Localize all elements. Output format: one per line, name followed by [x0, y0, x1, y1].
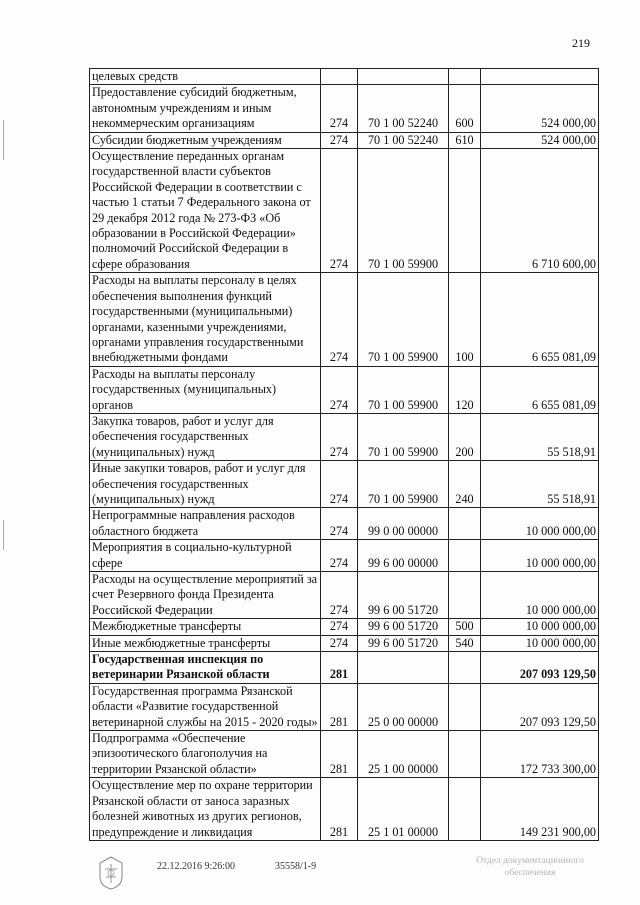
expense-type-cell	[449, 683, 481, 730]
expense-type-cell: 600	[449, 85, 481, 132]
target-code-cell: 70 1 00 52240	[358, 85, 449, 132]
footer-department-note: Отдел документационного обеспечения	[476, 856, 584, 878]
coat-of-arms-icon	[96, 855, 126, 891]
amount-cell: 172 733 300,00	[481, 731, 599, 778]
expense-type-cell: 500	[449, 619, 481, 635]
expense-type-cell: 200	[449, 413, 481, 460]
amount-cell: 10 000 000,00	[481, 572, 599, 619]
row-name-cell: Осуществление переданных органам государственной власти субъектов Российской Федерации в соответствии с частью 1 статьи 7 Федерального закона от 29 декабря 2012 года № 273-ФЗ «Об образовании в Российской Федерации» полномочий Российской Федерации в сфере образования	[90, 149, 321, 273]
table-row	[90, 778, 599, 841]
footer-datetime: 22.12.2016 9:26:00	[157, 861, 236, 872]
row-name-cell: Иные закупки товаров, работ и услуг для обеспечения государственных (муниципальных) нужд	[90, 461, 321, 508]
amount-cell: 55 518,91	[481, 461, 599, 508]
target-code-cell: 70 1 00 59900	[358, 149, 449, 273]
table-row	[90, 652, 599, 684]
amount-cell: 149 231 900,00	[481, 778, 599, 841]
row-name-cell: Расходы на выплаты персоналу государственных (муниципальных) органов	[90, 366, 321, 413]
row-name-cell: Мероприятия в социально-культурной сфере	[90, 540, 321, 572]
scan-edge-mark	[3, 520, 4, 550]
expense-type-cell	[449, 731, 481, 778]
target-code-cell: 70 1 00 59900	[358, 461, 449, 508]
admin-code-cell: 274	[321, 132, 358, 148]
admin-code-cell: 281	[321, 778, 358, 841]
page-footer	[0, 855, 640, 895]
budget-table-body	[90, 69, 599, 841]
amount-cell	[481, 69, 599, 85]
admin-code-cell: 274	[321, 572, 358, 619]
admin-code-cell: 274	[321, 540, 358, 572]
amount-cell: 524 000,00	[481, 132, 599, 148]
amount-cell: 10 000 000,00	[481, 635, 599, 651]
amount-cell: 10 000 000,00	[481, 540, 599, 572]
expense-type-cell: 120	[449, 366, 481, 413]
budget-table	[89, 68, 599, 841]
row-name-cell: Осуществление мер по охране территории Рязанской области от заноса заразных болезней животных из других регионов, предупреждение и ликвидация	[90, 778, 321, 841]
table-row	[90, 85, 599, 132]
target-code-cell: 99 6 00 51720	[358, 619, 449, 635]
expense-type-cell: 100	[449, 273, 481, 366]
table-row	[90, 366, 599, 413]
expense-type-cell	[449, 572, 481, 619]
amount-cell: 55 518,91	[481, 413, 599, 460]
amount-cell: 207 093 129,50	[481, 683, 599, 730]
row-name-cell: целевых средств	[90, 69, 321, 85]
row-name-cell: Государственная программа Рязанской области «Развитие государственной ветеринарной службы на 2015 - 2020 годы»	[90, 683, 321, 730]
admin-code-cell: 274	[321, 508, 358, 540]
row-name-cell: Непрограммные направления расходов областного бюджета	[90, 508, 321, 540]
expense-type-cell: 540	[449, 635, 481, 651]
table-row	[90, 413, 599, 460]
table-row	[90, 635, 599, 651]
target-code-cell	[358, 652, 449, 684]
row-name-cell: Иные межбюджетные трансферты	[90, 635, 321, 651]
row-name-cell: Расходы на осуществление мероприятий за счет Резервного фонда Президента Российской Федерации	[90, 572, 321, 619]
target-code-cell: 70 1 00 59900	[358, 366, 449, 413]
row-name-cell: Субсидии бюджетным учреждениям	[90, 132, 321, 148]
amount-cell: 6 655 081,09	[481, 273, 599, 366]
admin-code-cell: 274	[321, 461, 358, 508]
table-row	[90, 683, 599, 730]
table-row	[90, 731, 599, 778]
target-code-cell: 70 1 00 59900	[358, 273, 449, 366]
expense-type-cell: 240	[449, 461, 481, 508]
admin-code-cell: 274	[321, 635, 358, 651]
amount-cell: 6 710 600,00	[481, 149, 599, 273]
admin-code-cell	[321, 69, 358, 85]
row-name-cell: Предоставление субсидий бюджетным, автономным учреждениям и иным некоммерческим организациям	[90, 85, 321, 132]
amount-cell: 524 000,00	[481, 85, 599, 132]
expense-type-cell: 610	[449, 132, 481, 148]
admin-code-cell: 281	[321, 683, 358, 730]
table-row	[90, 69, 599, 85]
table-row	[90, 619, 599, 635]
table-row	[90, 461, 599, 508]
admin-code-cell: 274	[321, 413, 358, 460]
admin-code-cell: 274	[321, 619, 358, 635]
row-name-cell: Государственная инспекция по ветеринарии Рязанской области	[90, 652, 321, 684]
admin-code-cell: 274	[321, 149, 358, 273]
target-code-cell: 70 1 00 59900	[358, 413, 449, 460]
table-row	[90, 572, 599, 619]
target-code-cell: 99 6 00 51720	[358, 572, 449, 619]
admin-code-cell: 281	[321, 652, 358, 684]
expense-type-cell	[449, 778, 481, 841]
target-code-cell: 25 0 00 00000	[358, 683, 449, 730]
target-code-cell: 25 1 01 00000	[358, 778, 449, 841]
table-row	[90, 508, 599, 540]
target-code-cell: 99 6 00 51720	[358, 635, 449, 651]
table-row	[90, 149, 599, 273]
row-name-cell: Межбюджетные трансферты	[90, 619, 321, 635]
target-code-cell: 99 6 00 00000	[358, 540, 449, 572]
expense-type-cell	[449, 652, 481, 684]
table-row	[90, 540, 599, 572]
admin-code-cell: 274	[321, 85, 358, 132]
amount-cell: 207 093 129,50	[481, 652, 599, 684]
page-number: 219	[572, 36, 590, 50]
target-code-cell: 99 0 00 00000	[358, 508, 449, 540]
amount-cell: 6 655 081,09	[481, 366, 599, 413]
row-name-cell: Закупка товаров, работ и услуг для обеспечения государственных (муниципальных) нужд	[90, 413, 321, 460]
scan-edge-mark	[3, 120, 4, 160]
amount-cell: 10 000 000,00	[481, 619, 599, 635]
admin-code-cell: 274	[321, 366, 358, 413]
expense-type-cell	[449, 508, 481, 540]
amount-cell: 10 000 000,00	[481, 508, 599, 540]
table-row	[90, 132, 599, 148]
admin-code-cell: 281	[321, 731, 358, 778]
row-name-cell: Расходы на выплаты персоналу в целях обеспечения выполнения функций государственными (муниципальными) органами, казенными учреждениями, органами управления государственными внебюджетными фондами	[90, 273, 321, 366]
target-code-cell: 25 1 00 00000	[358, 731, 449, 778]
target-code-cell	[358, 69, 449, 85]
admin-code-cell: 274	[321, 273, 358, 366]
table-row	[90, 273, 599, 366]
expense-type-cell	[449, 149, 481, 273]
expense-type-cell	[449, 540, 481, 572]
footer-reg-number: 35558/1-9	[275, 861, 317, 872]
row-name-cell: Подпрограмма «Обеспечение эпизоотического благополучия на территории Рязанской области»	[90, 731, 321, 778]
target-code-cell: 70 1 00 52240	[358, 132, 449, 148]
expense-type-cell	[449, 69, 481, 85]
